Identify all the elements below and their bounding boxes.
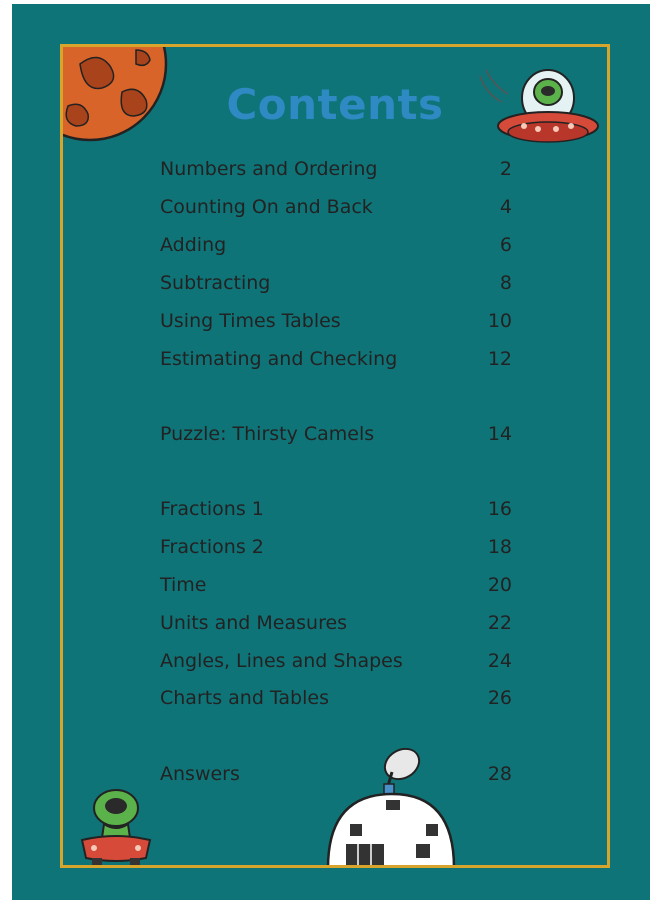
toc-page-number: 22 — [487, 612, 512, 634]
toc-label: Subtracting — [160, 272, 271, 294]
toc-entry-subtracting — [160, 272, 512, 302]
toc-entry-estimating-and-checking — [160, 348, 512, 378]
toc-label: Estimating and Checking — [160, 348, 398, 370]
toc-entry-using-times-tables — [160, 310, 512, 340]
toc-entry-counting-on-and-back — [160, 196, 512, 226]
toc-entry-fractions-2 — [160, 536, 512, 566]
toc-entry-puzzle-thirsty-camels — [160, 423, 512, 453]
toc-page-number: 2 — [499, 158, 512, 180]
toc-page-number: 12 — [487, 348, 512, 370]
toc-label: Fractions 1 — [160, 498, 264, 520]
toc-label: Counting On and Back — [160, 196, 373, 218]
toc-label: Adding — [160, 234, 227, 256]
toc-page-number: 24 — [487, 650, 512, 672]
page-title: Contents — [226, 80, 444, 129]
toc-entry-angles-lines-and-shapes — [160, 650, 512, 680]
toc-page-number: 28 — [487, 763, 512, 785]
toc-label: Units and Measures — [160, 612, 348, 634]
toc-label: Answers — [160, 763, 240, 785]
toc-page-number: 20 — [487, 574, 512, 596]
toc-entry-numbers-and-ordering — [160, 158, 512, 188]
toc-label: Charts and Tables — [160, 687, 329, 709]
toc-label: Fractions 2 — [160, 536, 264, 558]
toc-entry-fractions-1 — [160, 498, 512, 528]
toc-page-number: 18 — [487, 536, 512, 558]
toc-page-number: 6 — [499, 234, 512, 256]
toc-page-number: 8 — [499, 272, 512, 294]
toc-label: Puzzle: Thirsty Camels — [160, 423, 375, 445]
toc-entry-adding — [160, 234, 512, 264]
toc-label: Using Times Tables — [160, 310, 341, 332]
toc-page-number: 26 — [487, 687, 512, 709]
toc-entry-units-and-measures — [160, 612, 512, 642]
toc-page-number: 10 — [487, 310, 512, 332]
toc-page-number: 16 — [487, 498, 512, 520]
toc-entry-charts-and-tables — [160, 687, 512, 717]
toc-page-number: 4 — [499, 196, 512, 218]
toc-page-number: 14 — [487, 423, 512, 445]
toc-label: Time — [160, 574, 207, 596]
toc-label: Angles, Lines and Shapes — [160, 650, 403, 672]
toc-entry-time — [160, 574, 512, 604]
toc-entry-answers — [160, 763, 512, 793]
toc-label: Numbers and Ordering — [160, 158, 378, 180]
